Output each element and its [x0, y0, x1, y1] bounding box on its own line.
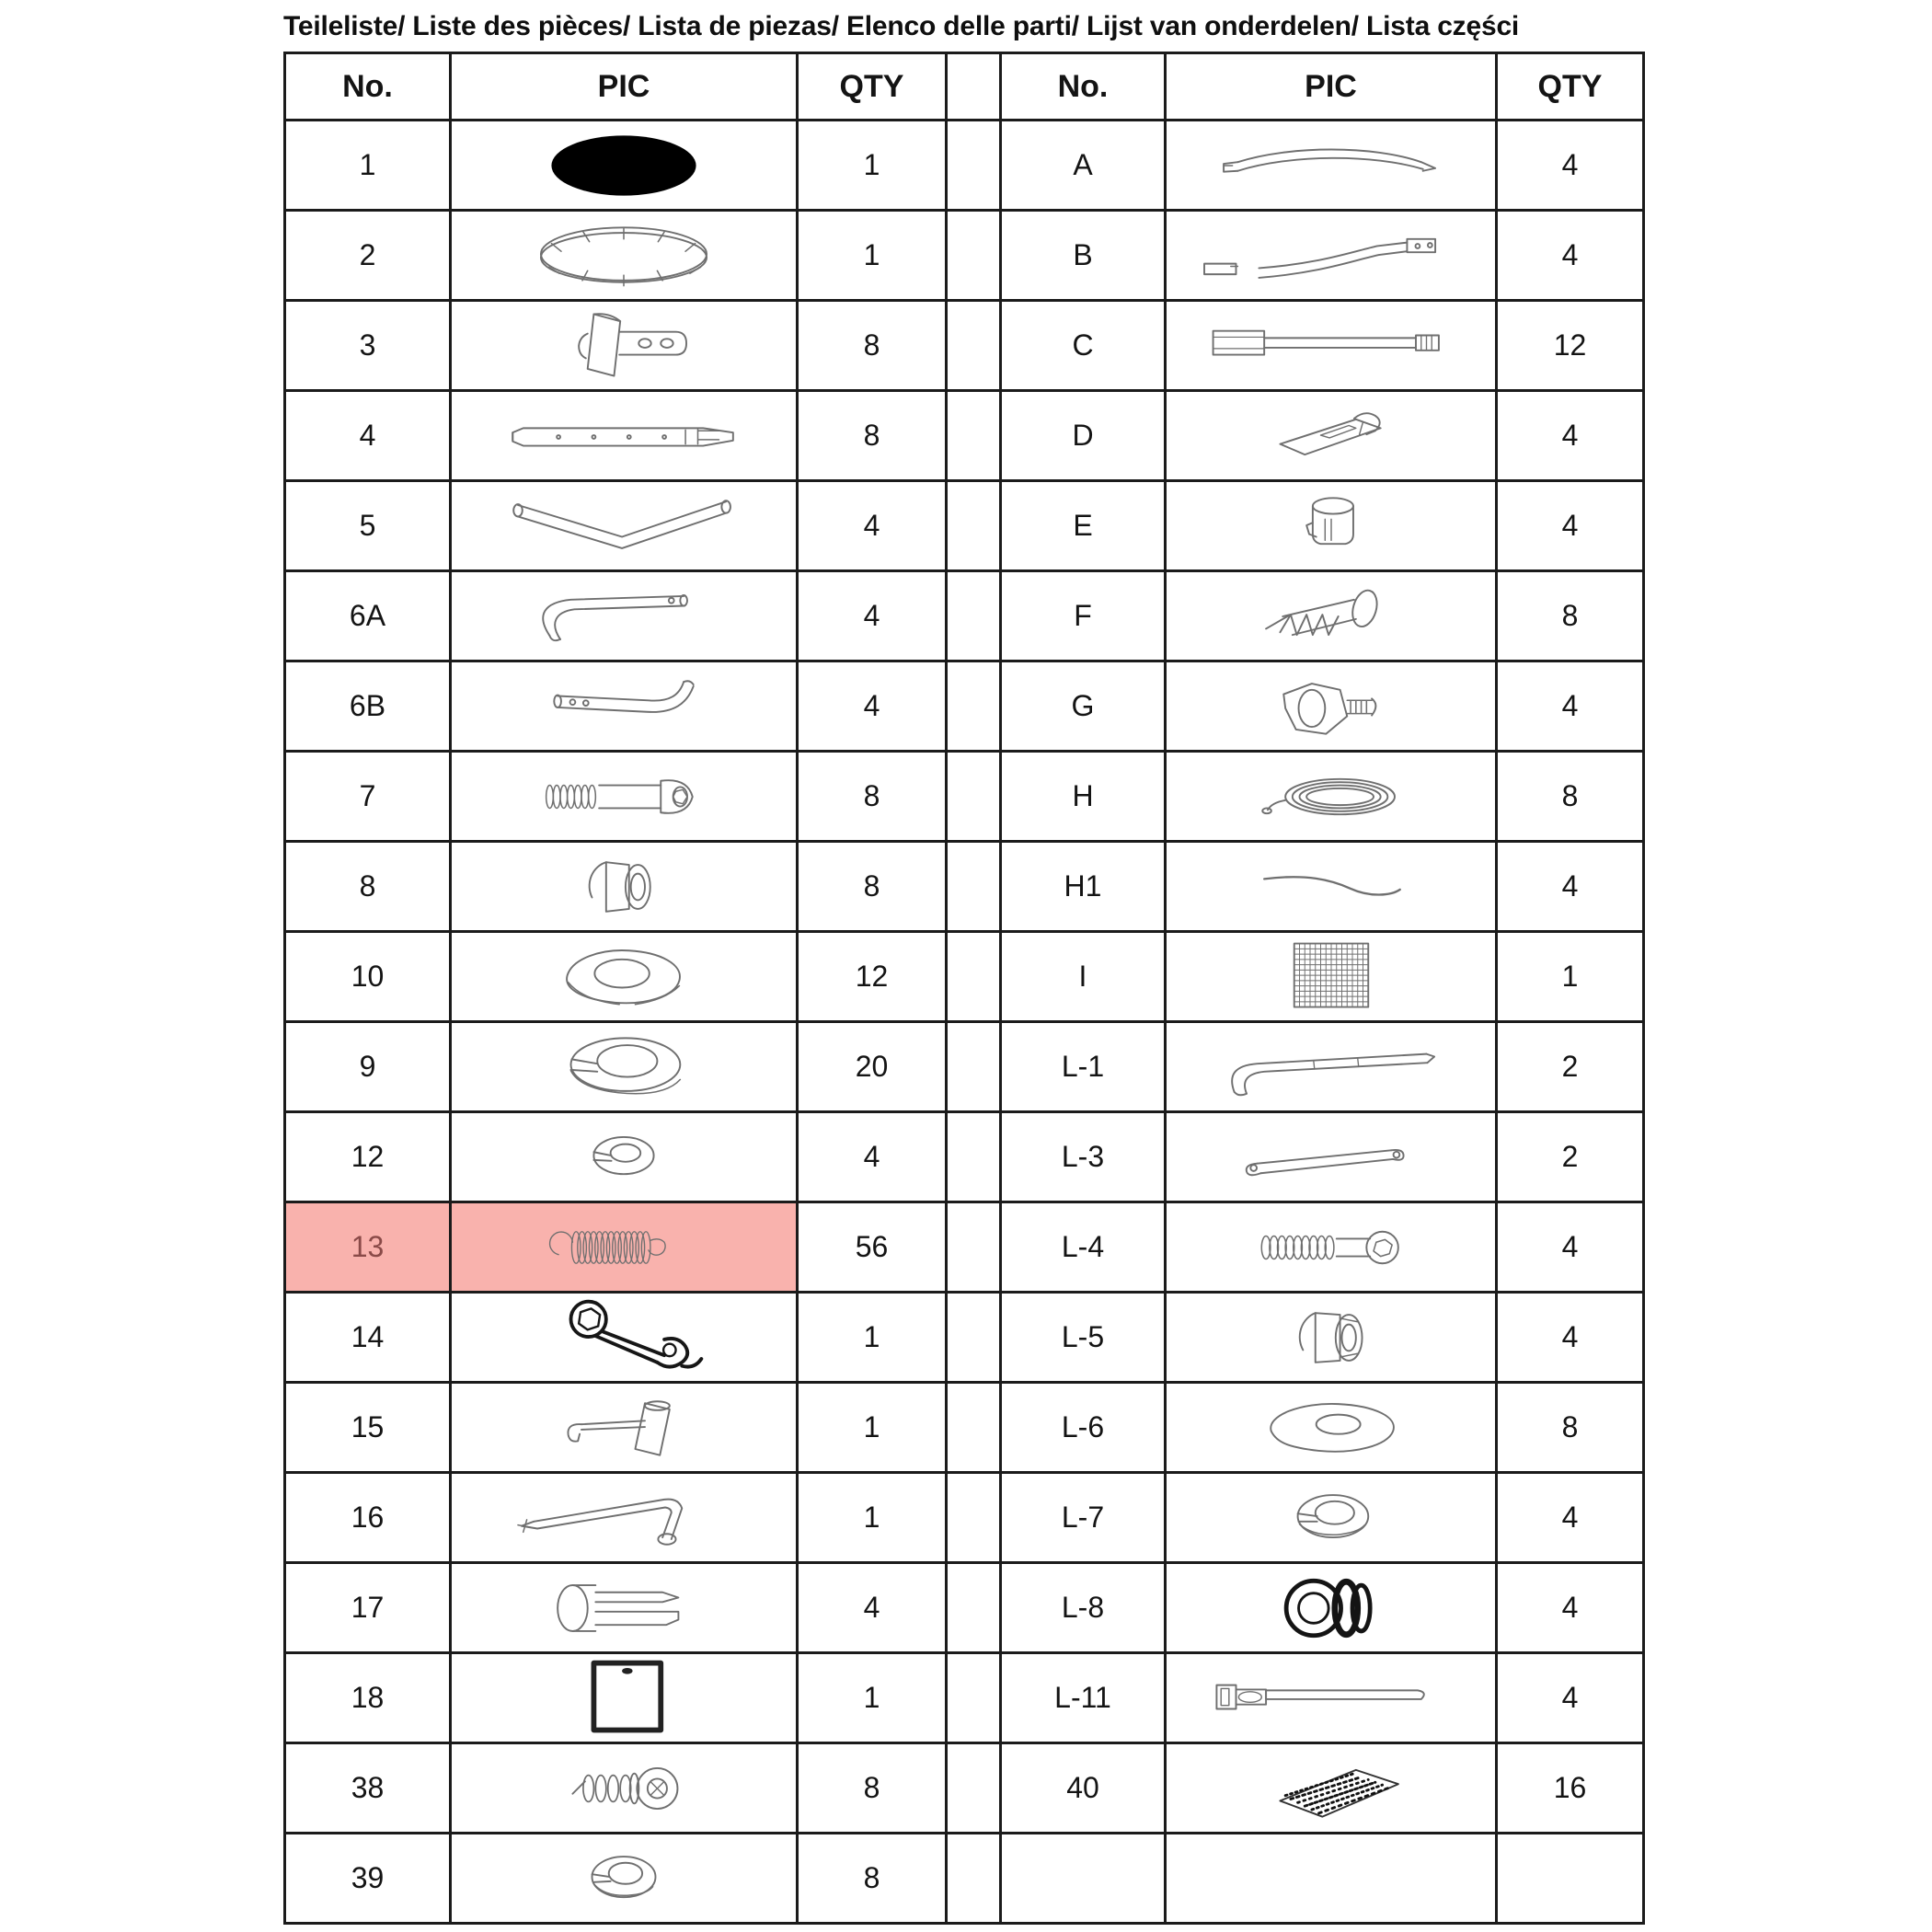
parts-table-body [285, 121, 1644, 1924]
rope-coil-icon [1179, 754, 1484, 839]
part-qty-cell: 4 [1497, 1653, 1644, 1743]
part-pic-cell [451, 211, 798, 301]
part-no-cell: 12 [285, 1112, 451, 1202]
part-qty-cell: 4 [798, 661, 947, 752]
part-qty-cell: 8 [798, 752, 947, 842]
part-no-cell: 10 [285, 932, 451, 1022]
part-no-cell: E [1001, 481, 1166, 571]
gap-cell [947, 1202, 1001, 1293]
end-cap-icon [1179, 484, 1484, 569]
part-no-cell: L-5 [1001, 1293, 1166, 1383]
table-row [285, 1202, 1644, 1293]
part-qty-cell: 8 [1497, 752, 1644, 842]
curved-tube-b-icon [471, 664, 776, 749]
part-no-cell: L-11 [1001, 1653, 1166, 1743]
gap-cell [947, 842, 1001, 932]
part-pic-cell [1166, 571, 1497, 661]
table-row [285, 842, 1644, 932]
flat-washer-icon [471, 935, 776, 1019]
part-pic-cell [1166, 301, 1497, 391]
gap-cell [947, 121, 1001, 211]
table-row [285, 932, 1644, 1022]
gap-cell [947, 1473, 1001, 1563]
part-pic-cell [1166, 1293, 1497, 1383]
part-pic-cell [451, 301, 798, 391]
column-header-qty-left: QTY [798, 53, 947, 121]
frame-ring-icon [471, 213, 776, 298]
curved-tube-a-icon [471, 574, 776, 659]
part-qty-cell: 12 [1497, 301, 1644, 391]
part-no-cell: 13 [285, 1202, 451, 1293]
table-row [285, 1022, 1644, 1112]
part-no-cell: 9 [285, 1022, 451, 1112]
part-no-cell: C [1001, 301, 1166, 391]
v-tube-icon [471, 484, 776, 569]
bent-pole-b-icon [1179, 213, 1484, 298]
part-qty-cell: 8 [1497, 1383, 1644, 1473]
part-pic-cell [451, 1834, 798, 1924]
gap-cell [947, 1383, 1001, 1473]
t-connector-icon [471, 304, 776, 388]
gap-cell [947, 301, 1001, 391]
parts-table-header [285, 53, 1644, 121]
part-no-cell: L-8 [1001, 1563, 1166, 1653]
wrench-icon [471, 1295, 776, 1380]
part-qty-cell: 4 [1497, 661, 1644, 752]
part-pic-cell [1166, 1563, 1497, 1653]
gap-cell [947, 932, 1001, 1022]
table-row [285, 571, 1644, 661]
gap-cell [947, 391, 1001, 481]
part-qty-cell: 4 [1497, 1563, 1644, 1653]
part-pic-cell [1166, 481, 1497, 571]
column-header-qty-right: QTY [1497, 53, 1644, 121]
table-row [285, 1112, 1644, 1202]
part-pic-cell [451, 842, 798, 932]
part-qty-cell: 8 [798, 1743, 947, 1834]
part-qty-cell: 4 [1497, 391, 1644, 481]
gap-cell [947, 1743, 1001, 1834]
gap-cell [947, 1022, 1001, 1112]
gap-cell [947, 481, 1001, 571]
part-pic-cell [1166, 1022, 1497, 1112]
gap-cell [947, 1563, 1001, 1653]
part-qty-cell: 4 [1497, 211, 1644, 301]
part-pic-cell [1166, 1653, 1497, 1743]
gap-cell [947, 1834, 1001, 1924]
part-no-cell: H [1001, 752, 1166, 842]
cable-tie-icon [1179, 1656, 1484, 1741]
part-no-cell: 40 [1001, 1743, 1166, 1834]
part-qty-cell: 2 [1497, 1112, 1644, 1202]
part-no-cell: 18 [285, 1653, 451, 1743]
part-no-cell: 7 [285, 752, 451, 842]
gap-cell [947, 1293, 1001, 1383]
table-row [285, 1293, 1644, 1383]
part-pic-cell [451, 932, 798, 1022]
gap-cell [947, 571, 1001, 661]
part-no-cell: F [1001, 571, 1166, 661]
table-row [285, 1653, 1644, 1743]
part-pic-cell [451, 1473, 798, 1563]
part-qty-cell [1497, 1834, 1644, 1924]
gap-cell [947, 1112, 1001, 1202]
bent-pole-l1-icon [1179, 1025, 1484, 1110]
part-qty-cell: 8 [798, 391, 947, 481]
part-qty-cell: 8 [798, 1834, 947, 1924]
part-pic-cell [1166, 842, 1497, 932]
part-qty-cell: 4 [1497, 842, 1644, 932]
part-no-cell: G [1001, 661, 1166, 752]
part-pic-cell [1166, 211, 1497, 301]
wood-screw-icon [1179, 574, 1484, 659]
part-no-cell: L-3 [1001, 1112, 1166, 1202]
gap-cell [947, 211, 1001, 301]
part-no-cell: 39 [285, 1834, 451, 1924]
sleeved-rod-icon [1179, 304, 1484, 388]
part-qty-cell: 1 [798, 1473, 947, 1563]
part-pic-cell [451, 571, 798, 661]
table-row [285, 1834, 1644, 1924]
part-qty-cell: 4 [798, 571, 947, 661]
part-no-cell: 3 [285, 301, 451, 391]
part-pic-cell [1166, 752, 1497, 842]
part-qty-cell: 1 [798, 1383, 947, 1473]
part-pic-cell [1166, 1834, 1497, 1924]
column-header-pic-right: PIC [1166, 53, 1497, 121]
part-no-cell: L-6 [1001, 1383, 1166, 1473]
table-row [285, 752, 1644, 842]
part-qty-cell: 1 [798, 121, 947, 211]
cord-icon [1179, 845, 1484, 929]
part-no-cell: L-1 [1001, 1022, 1166, 1112]
part-no-cell: 38 [285, 1743, 451, 1834]
parts-table [283, 52, 1645, 1925]
part-qty-cell: 4 [1497, 121, 1644, 211]
part-pic-cell [451, 1293, 798, 1383]
part-qty-cell: 1 [798, 1293, 947, 1383]
part-qty-cell: 4 [798, 1563, 947, 1653]
part-pic-cell [1166, 121, 1497, 211]
part-no-cell: 1 [285, 121, 451, 211]
knob-icon [1179, 664, 1484, 749]
part-no-cell: L-4 [1001, 1202, 1166, 1293]
part-pic-cell [451, 121, 798, 211]
part-qty-cell: 4 [798, 1112, 947, 1202]
part-pic-cell [1166, 1112, 1497, 1202]
part-no-cell: 6B [285, 661, 451, 752]
part-qty-cell: 1 [798, 1653, 947, 1743]
split-ring-icon [1179, 1476, 1484, 1560]
part-no-cell: 14 [285, 1293, 451, 1383]
part-pic-cell [451, 752, 798, 842]
part-no-cell: A [1001, 121, 1166, 211]
part-no-cell: 15 [285, 1383, 451, 1473]
part-no-cell: 6A [285, 571, 451, 661]
part-pic-cell [451, 1202, 798, 1293]
grip-pad-icon [1179, 1746, 1484, 1831]
cap-nut-icon [471, 845, 776, 929]
table-row [285, 661, 1644, 752]
part-pic-cell [1166, 932, 1497, 1022]
part-qty-cell: 4 [1497, 1202, 1644, 1293]
part-pic-cell [451, 661, 798, 752]
socket-bolt-icon [471, 754, 776, 839]
coil-bolt-icon [1179, 1205, 1484, 1290]
part-pic-cell [451, 391, 798, 481]
part-pic-cell [1166, 1743, 1497, 1834]
tapping-screw-icon [471, 1746, 776, 1831]
table-row [285, 301, 1644, 391]
part-no-cell: I [1001, 932, 1166, 1022]
part-no-cell: D [1001, 391, 1166, 481]
gap-cell [947, 1653, 1001, 1743]
part-no-cell: L-7 [1001, 1473, 1166, 1563]
part-no-cell: 4 [285, 391, 451, 481]
part-no-cell: 16 [285, 1473, 451, 1563]
lock-nut-icon [1179, 1295, 1484, 1380]
spring-tool-icon [471, 1386, 776, 1470]
part-no-cell [1001, 1834, 1166, 1924]
part-pic-cell [1166, 391, 1497, 481]
split-washer-icon [471, 1025, 776, 1110]
column-header-gap [947, 53, 1001, 121]
part-qty-cell: 20 [798, 1022, 947, 1112]
part-qty-cell: 4 [798, 481, 947, 571]
clevis-icon [471, 1566, 776, 1650]
table-row [285, 1563, 1644, 1653]
brace-strap-icon [1179, 1115, 1484, 1200]
part-pic-cell [1166, 661, 1497, 752]
part-no-cell: 17 [285, 1563, 451, 1653]
part-qty-cell: 4 [1497, 481, 1644, 571]
net-icon [1179, 935, 1484, 1019]
table-row [285, 1743, 1644, 1834]
part-qty-cell: 8 [798, 842, 947, 932]
table-row [285, 211, 1644, 301]
spring-washer-icon [471, 1836, 776, 1921]
part-pic-cell [451, 481, 798, 571]
part-pic-cell [451, 1743, 798, 1834]
small-washer-icon [471, 1115, 776, 1200]
table-row [285, 121, 1644, 211]
rail-icon [471, 394, 776, 478]
part-qty-cell: 12 [798, 932, 947, 1022]
table-row [285, 1383, 1644, 1473]
header-row [285, 53, 1644, 121]
part-pic-cell [451, 1563, 798, 1653]
part-pic-cell [451, 1112, 798, 1202]
part-pic-cell [451, 1022, 798, 1112]
part-qty-cell: 1 [1497, 932, 1644, 1022]
part-qty-cell: 8 [798, 301, 947, 391]
column-header-no-right: No. [1001, 53, 1166, 121]
part-qty-cell: 1 [798, 211, 947, 301]
hex-key-icon [471, 1476, 776, 1560]
column-header-no-left: No. [285, 53, 451, 121]
column-header-pic-left: PIC [451, 53, 798, 121]
part-qty-cell: 16 [1497, 1743, 1644, 1834]
part-qty-cell: 8 [1497, 571, 1644, 661]
part-qty-cell: 4 [1497, 1293, 1644, 1383]
table-row [285, 1473, 1644, 1563]
strap-clip-icon [1179, 394, 1484, 478]
part-qty-cell: 2 [1497, 1022, 1644, 1112]
spring-icon [471, 1205, 776, 1290]
square-plate-icon [471, 1656, 776, 1741]
part-no-cell: B [1001, 211, 1166, 301]
table-row [285, 481, 1644, 571]
part-no-cell: 2 [285, 211, 451, 301]
curved-pole-icon [1179, 123, 1484, 208]
jumping-mat-icon [471, 123, 776, 208]
part-pic-cell [1166, 1383, 1497, 1473]
table-row [285, 391, 1644, 481]
part-pic-cell [1166, 1202, 1497, 1293]
gap-cell [947, 661, 1001, 752]
part-no-cell: H1 [1001, 842, 1166, 932]
part-pic-cell [451, 1653, 798, 1743]
part-qty-cell: 4 [1497, 1473, 1644, 1563]
part-pic-cell [1166, 1473, 1497, 1563]
part-pic-cell [451, 1383, 798, 1473]
grommet-icon [1179, 1566, 1484, 1650]
parts-list-title: Teileliste/ Liste des pièces/ Lista de piezas/ Elenco delle parti/ Lijst van onderdelen/ Lista części [283, 11, 1520, 41]
part-qty-cell: 56 [798, 1202, 947, 1293]
part-no-cell: 5 [285, 481, 451, 571]
big-washer-icon [1179, 1386, 1484, 1470]
gap-cell [947, 752, 1001, 842]
part-no-cell: 8 [285, 842, 451, 932]
